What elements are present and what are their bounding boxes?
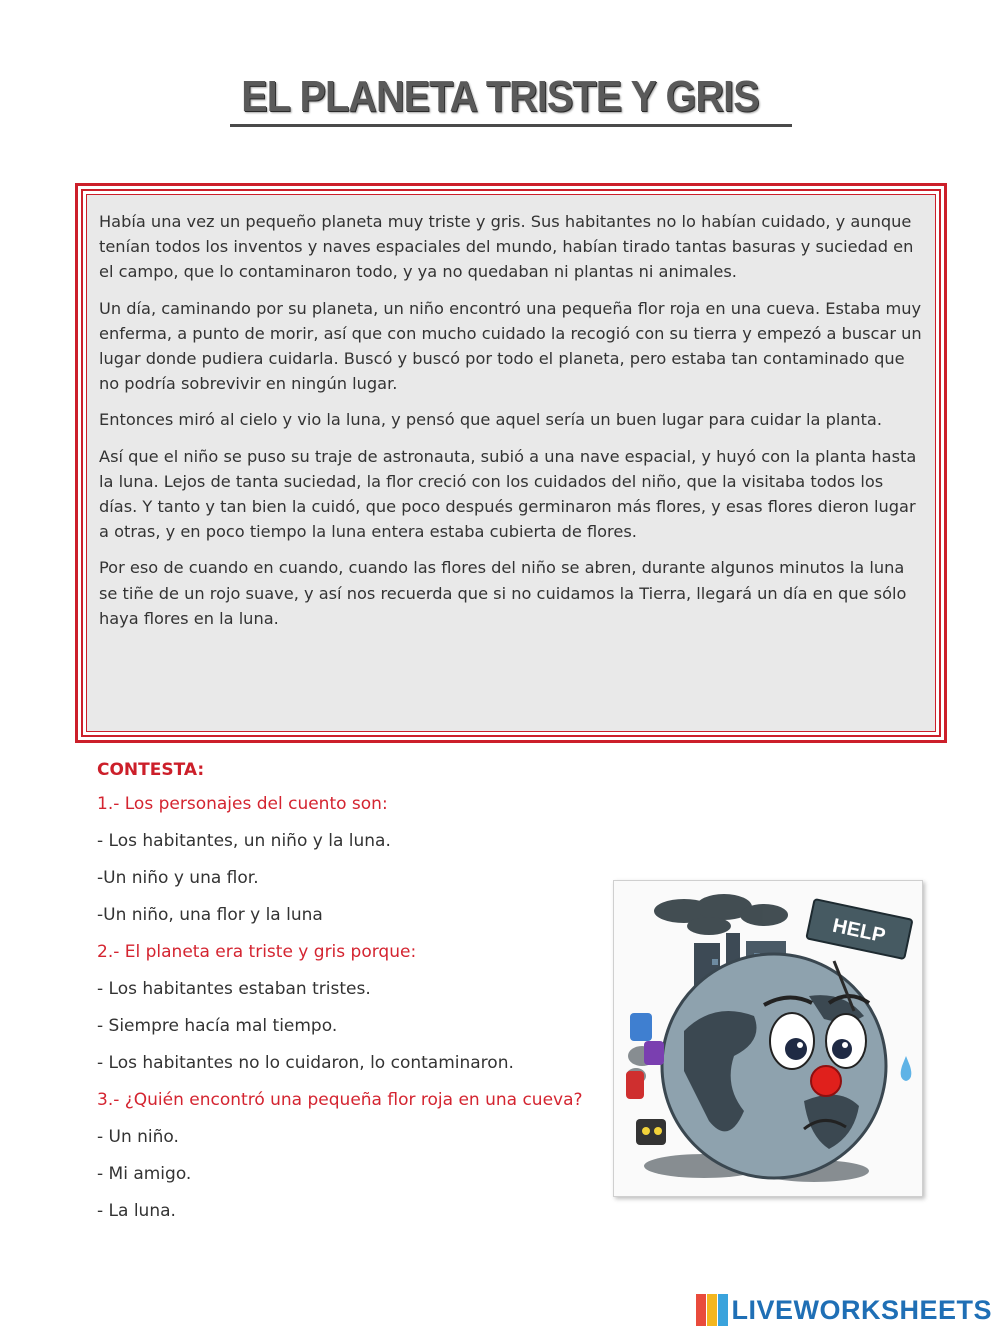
story-paragraph-2: Un día, caminando por su planeta, un niño encontró una pequeña flor roja en una cueva. Estaba muy enferma, a punto de morir, así que con mucho cuidado la recogió con su tierra y empezó a buscar un lugar donde pudiera cuidarla. Buscó y buscó por todo el planeta, pero estaba tan contaminado que no podría sobrevivir en ningún lugar. [99, 298, 922, 394]
title-underline [230, 124, 792, 127]
liveworksheets-brand: LIVEWORKSHEETS [731, 1294, 992, 1325]
story-text-box [86, 194, 936, 732]
contesta-heading: CONTESTA: [97, 760, 205, 780]
story-paragraph-5: Por eso de cuando en cuando, cuando las flores del niño se abren, durante algunos minutos la luna se tiñe de un rojo suave, y así nos recuerda que si no cuidamos la Tierra, llegará un día en que sólo haya flores en la luna. [99, 558, 907, 628]
story-paragraph-3: Entonces miró al cielo y vio la luna, y pensó que aquel sería un buen lugar para cuidar la planta. [99, 410, 882, 430]
sad-polluted-earth-icon [614, 881, 922, 1196]
question-1-text: 1.- Los personajes del cuento son: [97, 794, 388, 814]
questions-section [97, 792, 597, 1236]
question-1-option-1[interactable]: - Los habitantes, un niño y la luna. [97, 831, 391, 851]
question-1-option-2[interactable]: -Un niño y una flor. [97, 868, 259, 888]
story-paragraph-1: Había una vez un pequeño planeta muy triste y gris. Sus habitantes no lo habían cuidado, y aunque tenían todos los inventos y naves espaciales del mundo, habían tirado tantas basuras y suciedad en el campo, que lo contaminaron todo, y ya no quedaban ni plantas ni animales. [99, 212, 914, 282]
question-3-option-3[interactable]: - La luna. [97, 1201, 176, 1221]
question-3-option-2[interactable]: - Mi amigo. [97, 1164, 192, 1184]
liveworksheets-logo-icon [695, 1293, 729, 1327]
page-title: EL PLANETA TRISTE Y GRIS [241, 72, 759, 121]
question-3-text: 3.- ¿Quién encontró una pequeña flor roja en una cueva? [97, 1090, 583, 1110]
question-2-option-3[interactable]: - Los habitantes no lo cuidaron, lo contaminaron. [97, 1053, 514, 1073]
story-frame-inner [81, 189, 941, 737]
story-frame [75, 183, 947, 743]
liveworksheets-footer [695, 1293, 992, 1327]
question-2 [97, 940, 597, 1076]
question-2-text: 2.- El planeta era triste y gris porque: [97, 942, 417, 962]
sad-earth-illustration [613, 880, 923, 1197]
question-3 [97, 1088, 597, 1224]
question-1-option-3[interactable]: -Un niño, una flor y la luna [97, 905, 323, 925]
story-paragraph-4: Así que el niño se puso su traje de astronauta, subió a una nave espacial, y huyó con la planta hasta la luna. Lejos de tanta suciedad, la flor creció con los cuidados del niño, que la visitaba todos los días. Y tanto y tan bien la cuidó, que poco después germinaron más flores, y esas flores dieron lugar a otras, y en poco tiempo la luna entera estaba cubierta de flores. [99, 446, 917, 542]
question-3-option-1[interactable]: - Un niño. [97, 1127, 179, 1147]
question-2-option-1[interactable]: - Los habitantes estaban tristes. [97, 979, 371, 999]
question-2-option-2[interactable]: - Siempre hacía mal tiempo. [97, 1016, 338, 1036]
question-1 [97, 792, 597, 928]
help-sign-text: HELP [830, 914, 888, 948]
